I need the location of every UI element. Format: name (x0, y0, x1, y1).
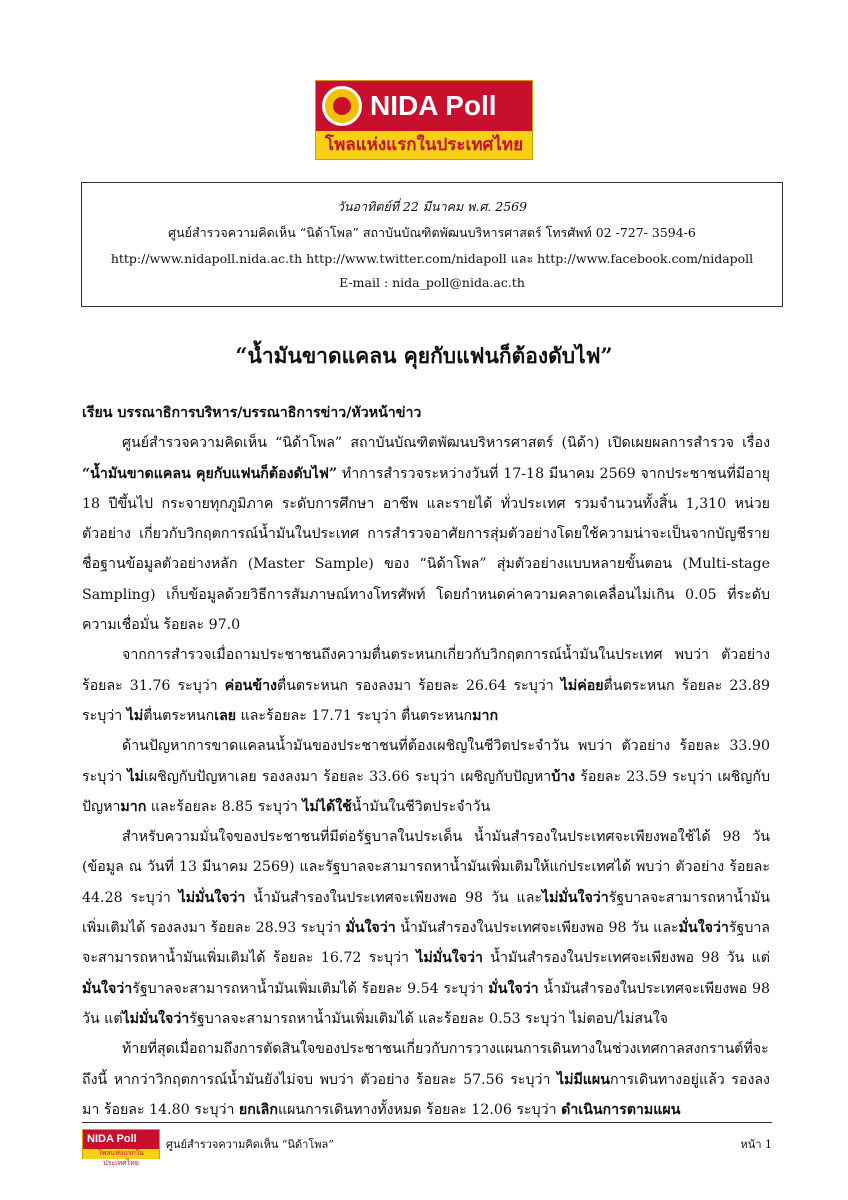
info-box (81, 182, 783, 307)
bold-text: มั่นใจว่า (82, 980, 133, 997)
text: รัฐบาลจะสามารถหาน้ำมันเพิ่มเติมได้ และร้อยละ 0.53 ระบุว่า ไม่ตอบ/ไม่สนใจ (189, 1010, 668, 1027)
text: แผนการเดินทางทั้งหมด ร้อยละ 12.06 ระบุว่า (277, 1101, 562, 1118)
bold-text: ไม่มั่นใจว่า (178, 889, 246, 906)
footer-org: ศูนย์สำรวจความคิดเห็น “นิด้าโพล” (166, 1138, 334, 1151)
bold-text: ไม่ (126, 707, 144, 724)
bold-text: เลย (214, 707, 237, 724)
text: ตื่นตระหนก รองลงมา ร้อยละ 26.64 ระบุว่า (276, 677, 561, 694)
text: สำหรับความมั่นใจของประชาชนที่มีต่อรัฐบาลในประเด็น น้ำมันสำรองในประเทศจะเพียงพอใช้ได้ 98 วัน (ข้อมูล ณ วันที่ 13 มีนาคม 2569) และรัฐบาลจะสามารถหาน้ำมันเพิ่มเติมให้แก่ประเทศได้ พบว่า ตัวอย่าง ร้อยละ 44.28 ระบุว่า (82, 829, 770, 906)
text: และร้อยละ 17.71 ระบุว่า ตื่นตระหนก (236, 707, 473, 724)
text: ท้ายที่สุดเมื่อถามถึงการตัดสินใจของประชาชนเกี่ยวกับการวางแผนการเดินทางในช่วงเทศกาลสงกรานต์ที่จะถึงนี้ หากว่าวิกฤตการณ์น้ำมันยังไม่จบ พบว่า ตัวอย่าง ร้อยละ 57.56 ระบุว่า (82, 1041, 769, 1088)
text: ร้อยละ 23.59 ระบุว่า เผชิญกับปัญหา (82, 768, 770, 815)
bold-text: ไม่ค่อย (560, 677, 604, 694)
text: น้ำมันสำรองในประเทศจะเพียงพอ 98 วัน แต่ (482, 950, 770, 967)
document-title: “น้ำมันขาดแคลน คุยกับแฟนก็ต้องดับไฟ” (235, 343, 613, 368)
text: ด้านปัญหาการขาดแคลนน้ำมันของประชาชนที่ต้องเผชิญในชีวิตประจำวัน พบว่า ตัวอย่าง ร้อยละ 33.90 ระบุว่า (82, 738, 770, 785)
seal-icon (322, 86, 362, 126)
text: น้ำมันสำรองในประเทศจะเพียงพอ 98 วัน และ (395, 920, 679, 937)
bold-text: ไม่มีแผน (556, 1071, 610, 1088)
bold-text: มั่นใจว่า (488, 980, 539, 997)
text: ตื่นตระหนก ร้อยละ 23.89 ระบุว่า (82, 677, 771, 724)
bold-text: ไม่มั่นใจว่า (122, 1010, 190, 1027)
bold-text: มาก (472, 707, 499, 724)
bold-text: ไม่มั่นใจว่า (416, 950, 483, 967)
text: รัฐบาลจะสามารถหาน้ำมันเพิ่มเติมได้ ร้อยละ 16.72 ระบุว่า (82, 920, 771, 967)
text: น้ำมันในชีวิตประจำวัน (351, 798, 491, 815)
web-links[interactable]: http://www.nidapoll.nida.ac.th http://www.twitter.com/nidapoll และ http://www.facebook.com/nidapoll (110, 251, 754, 266)
footer-logo: NIDA Poll โพลแห่งแรกในประเทศไทย (82, 1129, 160, 1159)
text: ตื่นตระหนก (143, 707, 215, 724)
bold-text: ไม่ได้ใช้ (302, 798, 352, 815)
bold-text: มาก (120, 798, 147, 815)
text: การเดินทางอยู่แล้ว รองลงมา ร้อยละ 14.80 ระบุว่า (82, 1071, 770, 1118)
bold-text: ไม่มั่นใจว่า (542, 889, 609, 906)
bold-text: มั่นใจว่า (345, 920, 396, 937)
text: น้ำมันสำรองในประเทศจะเพียงพอ 98 วัน แต่ (82, 980, 770, 1027)
page-footer (82, 1122, 772, 1167)
bold-text: ยกเลิก (238, 1101, 278, 1118)
document-body (82, 398, 770, 1125)
text: รัฐบาลจะสามารถหาน้ำมันเพิ่มเติมได้ รองลงมา ร้อยละ 28.93 ระบุว่า (82, 889, 770, 937)
text: เผชิญกับปัญหาเลย รองลงมา ร้อยละ 33.66 ระบุว่า เผชิญกับปัญหา (143, 768, 552, 785)
bold-text: บ้าง (551, 768, 576, 785)
bold-text: ไม่ (127, 768, 144, 785)
release-date: วันอาทิตย์ที่ 22 มีนาคม พ.ศ. 2569 (336, 199, 528, 214)
logo-brand: NIDA Poll (370, 90, 497, 121)
body-paragraph (82, 640, 770, 731)
bold-text: มั่นใจว่า (678, 920, 729, 937)
org-contact: ศูนย์สำรวจความคิดเห็น “นิด้าโพล” สถาบันบัณฑิตพัฒนบริหารศาสตร์ โทรศัพท์ 02 -727- 3594-6 (168, 225, 696, 240)
bold-text: ดำเนินการตามแผน (561, 1101, 681, 1118)
text: น้ำมันสำรองในประเทศจะเพียงพอ 98 วัน และ (245, 889, 543, 906)
salutation: เรียน บรรณาธิการบริหาร/บรรณาธิการข่าว/หัวหน้าข่าว (82, 405, 422, 421)
body-paragraph (82, 731, 770, 822)
text: รัฐบาลจะสามารถหาน้ำมันเพิ่มเติมได้ ร้อยละ 9.54 ระบุว่า (132, 980, 489, 997)
text: และร้อยละ 8.85 ระบุว่า (146, 798, 303, 815)
text: ศูนย์สำรวจความคิดเห็น “นิด้าโพล” สถาบันบัณฑิตพัฒนบริหารศาสตร์ (นิด้า) เปิดเผยผลการสำรวจ เรื่อง (122, 435, 770, 452)
body-paragraph (82, 428, 770, 640)
text: จากการสำรวจเมื่อถามประชาชนถึงความตื่นตระหนกเกี่ยวกับวิกฤตการณ์น้ำมันในประเทศ พบว่า ตัวอย่าง ร้อยละ 31.76 ระบุว่า (82, 647, 770, 694)
body-paragraph (82, 1034, 770, 1125)
page-number: หน้า 1 (740, 1138, 772, 1151)
body-paragraph (82, 822, 770, 1034)
bold-text: ค่อนข้าง (224, 677, 277, 694)
email-link[interactable]: E-mail : nida_poll@nida.ac.th (339, 275, 525, 290)
nida-poll-logo (315, 80, 533, 160)
logo-tagline: โพลแห่งแรกในประเทศไทย (316, 131, 532, 159)
bold-text: “น้ำมันขาดแคลน คุยกับแฟนก็ต้องดับไฟ” (82, 465, 338, 482)
text: ทำการสำรวจระหว่างวันที่ 17-18 มีนาคม 2569 จากประชาชนที่มีอายุ 18 ปีขึ้นไป กระจายทุกภูมิภาค ระดับการศึกษา อาชีพ และรายได้ ทั่วประเทศ รวมจำนวนทั้งสิ้น 1,310 หน่วยตัวอย่าง เกี่ยวกับวิกฤตการณ์น้ำมันในประเทศ การสำรวจอาศัยการสุ่มตัวอย่างโดยใช้ความน่าจะเป็นจากบัญชีรายชื่อฐานข้อมูลตัวอย่างหลัก (Master Sample) ของ “นิด้าโพล” สุ่มตัวอย่างแบบหลายขั้นตอน (Multi-stage Sampling) เก็บข้อมูลด้วยวิธีการสัมภาษณ์ทางโทรศัพท์ โดยกำหนดค่าความคลาดเคลื่อนไม่เกิน 0.05 ที่ระดับความเชื่อมั่น ร้อยละ 97.0 (82, 465, 770, 634)
